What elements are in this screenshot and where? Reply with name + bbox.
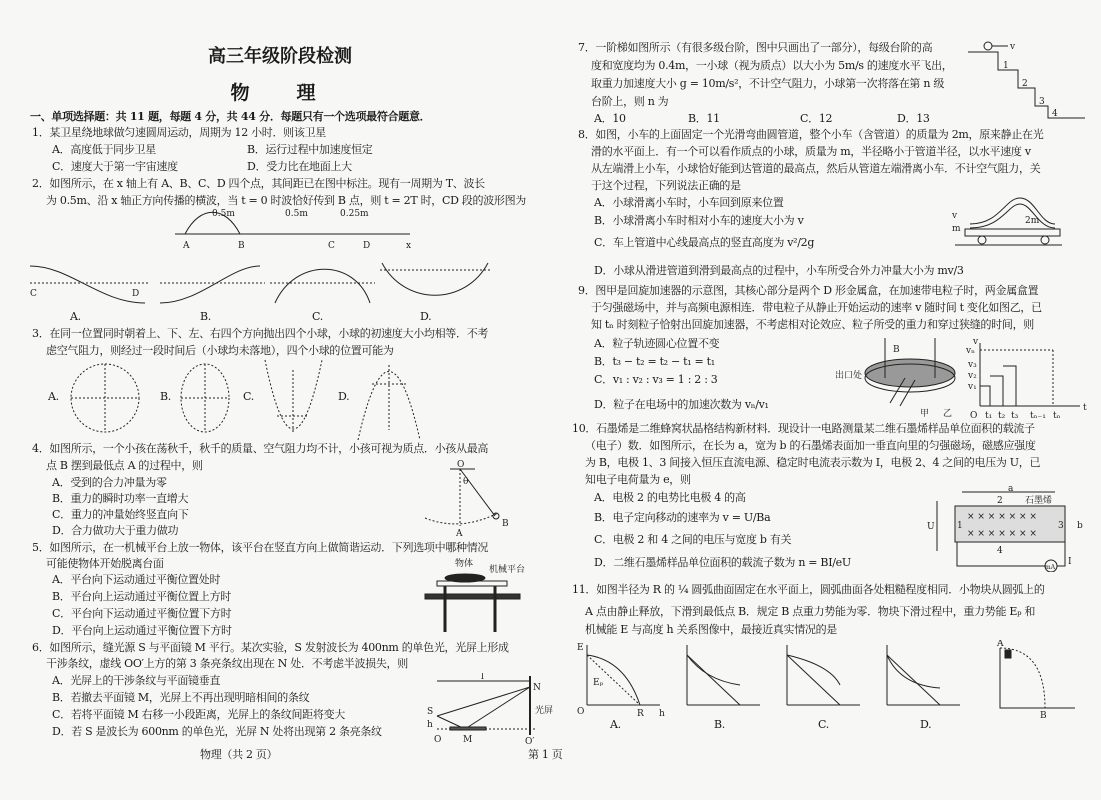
svg-text:mA: mA [1045, 564, 1056, 571]
q3-stem-2: 虑空气阻力，则经过一段时间后（小球均未落地），四个小球的位置可能为 [46, 344, 394, 357]
q4-stem-2: 点 B 摆到最低点 A 的过程中，则 [46, 459, 203, 472]
q6-stem-2: 干涉条纹，虚线 OO′上方的第 3 条亮条纹出现在 N 处．不考虑半波损失，则 [46, 657, 408, 670]
q3-stem-1: 3．在同一位置同时朝着上、下、左、右四个方向抛出四个小球，小球的初速度大小均相等．不考 [32, 327, 489, 340]
q7-option-d: D．13 [897, 112, 930, 125]
svg-text:机械平台: 机械平台 [489, 565, 526, 575]
q5-stem-1: 5．如图所示，在一机械平台上放一物体，该平台在竖直方向上做简谐运动．下列选项中哪种情况 [32, 541, 489, 554]
q4-swing-figure [410, 460, 520, 538]
q9-cyclotron-figures [835, 338, 1097, 422]
q7-option-a: A．10 [594, 112, 626, 125]
q8-stem-2: 滑的水平面上．有一个可以看作质点的小球，质量为 m，半径略小于管道半径，以水平速度 v [591, 145, 1031, 158]
q4-option-b: B．重力的瞬时功率一直增大 [52, 492, 189, 505]
svg-text:2m: 2m [1025, 216, 1040, 226]
svg-text:I: I [1068, 557, 1072, 567]
svg-text:C: C [30, 289, 37, 299]
q3-figures [60, 358, 440, 440]
svg-text:1: 1 [957, 521, 963, 531]
q2-option-c: C. [312, 310, 323, 323]
q10-option-d: D．二维石墨烯样品单位面积的载流子数为 n = BI/eU [594, 556, 851, 569]
svg-text:0.25m: 0.25m [340, 209, 369, 219]
svg-text:D: D [132, 289, 140, 299]
q8-option-d: D．小球从滑进管道到滑到最高点的过程中，小车所受合外力冲量大小为 mv/3 [594, 264, 964, 277]
q5-option-a: A．平台向下运动通过平衡位置处时 [52, 573, 221, 586]
q11-option-b: B. [714, 718, 725, 731]
svg-text:tₙ: tₙ [1053, 411, 1061, 421]
q10-graphene-circuit [925, 486, 1095, 572]
q1-stem: 1．某卫星绕地球做匀速圆周运动，周期为 12 小时．则该卫星 [32, 126, 326, 139]
q9-option-c: C．v₁ : v₂ : v₃ = 1 : 2 : 3 [594, 373, 718, 386]
svg-text:S: S [427, 707, 434, 717]
footer-subject: 物理（共 2 页） [200, 748, 278, 761]
q7-stem-1: 7．一阶梯如图所示（有很多级台阶，图中只画出了一部分），每级台阶的高 [578, 41, 933, 54]
q5-platform-figure [415, 558, 530, 636]
q6-option-b: B．若撤去平面镜 M，光屏上不再出现明暗相间的条纹 [52, 691, 310, 704]
q1-option-b: B．运行过程中加速度恒定 [247, 143, 373, 156]
q3-option-d: D. [338, 390, 350, 403]
q2-stem-1: 2．如图所示，在 x 轴上有 A、B、C、D 四个点，其间距已在图中标注。现有一周期为 T、波长 [32, 177, 485, 190]
q5-stem-2: 可能使物体开始脱离台面 [46, 557, 164, 570]
q7-stem-3: 取重力加速度大小 g = 10m/s²，不计空气阻力，小球第一次将落在第 n 级 [591, 77, 945, 90]
q5-option-c: C．平台向下运动通过平衡位置下方时 [52, 607, 232, 620]
svg-text:t: t [1083, 403, 1087, 413]
svg-text:O: O [970, 411, 978, 421]
q1-option-d: D．受力比在地面上大 [247, 160, 352, 173]
q7-stairs-figure [960, 38, 1090, 123]
q6-option-a: A．光屏上的干涉条纹与平面镜垂直 [52, 674, 221, 687]
q11-energy-graphs [575, 640, 1095, 720]
q10-option-c: C．电极 2 和 4 之间的电压与宽度 b 有关 [594, 533, 792, 546]
svg-text:v₃: v₃ [968, 360, 977, 370]
q10-stem-4: 知电子电荷量为 e，则 [585, 473, 691, 486]
q3-option-b: B. [160, 390, 171, 403]
svg-text:4: 4 [1052, 109, 1058, 119]
svg-text:C: C [328, 241, 335, 251]
q11-stem-2: A 点由静止释放，下滑到最低点 B．规定 B 点重力势能为零．物块下滑过程中，重力势能 Eₚ 和 [585, 605, 1036, 618]
q2-option-d: D. [420, 310, 432, 323]
svg-text:O′: O′ [525, 737, 535, 745]
svg-text:h: h [659, 709, 665, 719]
q2-option-b: B. [200, 310, 211, 323]
svg-text:O: O [577, 707, 585, 717]
q8-stem-1: 8．如图，小车的上面固定一个光滑弯曲圆管道，整个小车（含管道）的质量为 2m，原来静止在光 [578, 128, 1044, 141]
svg-text:光屏: 光屏 [535, 706, 554, 716]
q2-wave-figure [170, 207, 430, 252]
q5-option-b: B．平台向上运动通过平衡位置上方时 [52, 590, 231, 603]
svg-text:0.5m: 0.5m [212, 209, 235, 219]
q4-option-a: A．受到的合力冲量为零 [52, 476, 167, 489]
svg-text:t₂: t₂ [998, 411, 1006, 421]
q11-stem-3: 机械能 E 与高度 h 关系图像中，最接近真实情况的是 [585, 623, 837, 636]
svg-text:B: B [238, 241, 245, 251]
svg-text:R: R [637, 709, 644, 719]
q11-stem-1: 11．如图半径为 R 的 ¼ 圆弧曲面固定在水平面上，圆弧曲面各处粗糙程度相同．小物块从圆弧上的 [572, 583, 1045, 596]
q7-stem-4: 台阶上，则 n 为 [591, 95, 669, 108]
q8-stem-4: 于这个过程，下列说法正确的是 [591, 179, 741, 192]
svg-text:出口处: 出口处 [835, 371, 863, 381]
q7-stem-2: 度和宽度均为 0.4m，一小球（视为质点）以大小为 5m/s 的速度水平飞出， [591, 59, 953, 72]
q8-cart-figure [950, 194, 1065, 249]
svg-text:3: 3 [1058, 521, 1064, 531]
svg-text:θ: θ [463, 477, 469, 487]
svg-text:N: N [533, 683, 541, 693]
svg-text:x: x [406, 241, 412, 251]
svg-text:b: b [1077, 521, 1083, 531]
footer-page-number: 第 1 页 [528, 748, 563, 761]
svg-text:E: E [577, 643, 584, 653]
svg-text:0.5m: 0.5m [285, 209, 308, 219]
svg-text:m: m [952, 224, 961, 234]
q6-option-c: C．若将平面镜 M 右移一小段距离，光屏上的条纹间距将变大 [52, 708, 345, 721]
q6-stem-1: 6．如图所示，缝光源 S 与平面镜 M 平行。某次实验，S 发射波长为 400nm 的单色光，光屏上形成 [32, 641, 509, 654]
svg-text:× × × × × × ×: × × × × × × × [967, 512, 1037, 522]
svg-text:A: A [997, 640, 1004, 649]
q9-stem-3: 知 tₙ 时刻粒子恰射出回旋加速器，不考虑相对论效应、粒子所受的重力和穿过狭缝的时间，则 [591, 318, 1034, 331]
q7-option-c: C．12 [800, 112, 833, 125]
q9-option-d: D．粒子在电场中的加速次数为 vₙ/v₁ [594, 398, 769, 411]
svg-text:3: 3 [1039, 97, 1045, 107]
svg-text:t₃: t₃ [1011, 411, 1019, 421]
q2-stem-2: 为 0.5m、沿 x 轴正方向传播的横波，当 t = 0 时波恰好传到 B 点，则 t = 2T 时，CD 段的波形图为 [46, 194, 527, 207]
svg-text:乙: 乙 [943, 409, 953, 419]
svg-text:a: a [1008, 486, 1014, 494]
svg-text:A: A [183, 241, 190, 251]
q4-stem-1: 4．如图所示，一个小孩在荡秋千，秋千的质量、空气阻力均不计，小孩可视为质点．小孩从最高 [32, 442, 489, 455]
q6-mirror-figure [425, 673, 560, 745]
q8-stem-3: 从左端滑上小车，小球恰好能到达管道的最高点，然后从管道左端滑离小车．不计空气阻力，关 [591, 162, 1041, 175]
q10-option-a: A．电极 2 的电势比电极 4 的高 [594, 491, 746, 504]
q2-option-figures [20, 258, 490, 308]
svg-text:2: 2 [1022, 79, 1028, 89]
q9-option-b: B．t₃ − t₂ = t₂ − t₁ = t₁ [594, 355, 715, 368]
q5-option-d: D．平台向上运动通过平衡位置下方时 [52, 624, 232, 637]
q10-stem-3: 为 B，电极 1、3 间接入恒压直流电源、稳定时电流表示数为 I，电极 2、4 之间的电压为 U，已 [585, 456, 1041, 469]
q11-option-c: C. [818, 718, 829, 731]
svg-text:A: A [456, 529, 463, 538]
q1-option-c: C．速度大于第一宇宙速度 [52, 160, 178, 173]
exam-title: 高三年级阶段检测 [208, 46, 352, 67]
q2-option-a: A. [70, 310, 81, 323]
q9-stem-2: 于匀强磁场中，并与高频电源相连．带电粒子从静止开始运动的速率 v 随时间 t 变化如图乙，已 [591, 301, 1042, 314]
q4-option-d: D．合力做功大于重力做功 [52, 524, 179, 537]
svg-text:v: v [952, 211, 958, 221]
q8-option-c: C．车上管道中心线最高点的竖直高度为 v²/2g [594, 236, 815, 249]
svg-text:4: 4 [997, 546, 1003, 556]
q9-option-a: A．粒子轨迹圆心位置不变 [594, 337, 720, 350]
svg-text:石墨烯: 石墨烯 [1025, 496, 1053, 506]
q6-option-d: D．若 S 是波长为 600nm 的单色光，光屏 N 处将出现第 2 条亮条纹 [52, 725, 382, 738]
svg-text:v: v [973, 338, 979, 347]
svg-text:B: B [502, 519, 509, 529]
q7-option-b: B．11 [688, 112, 720, 125]
section-heading: 一、单项选择题：共 11 题，每题 4 分，共 44 分．每题只有一个选项最符合题意． [30, 110, 431, 123]
q1-option-a: A．高度低于同步卫星 [52, 143, 156, 156]
svg-text:v₂: v₂ [968, 371, 977, 381]
svg-text:t₁: t₁ [985, 411, 993, 421]
svg-text:× × × × × × ×: × × × × × × × [967, 529, 1037, 539]
svg-text:M: M [463, 735, 473, 745]
q10-option-b: B．电子定向移动的速率为 v = U/Ba [594, 511, 771, 524]
q8-option-b: B．小球滑离小车时相对小车的速度大小为 v [594, 214, 804, 227]
svg-text:v: v [1010, 42, 1016, 52]
q3-option-c: C. [243, 390, 254, 403]
svg-text:O: O [434, 735, 442, 745]
q10-stem-1: 10．石墨烯是二维蜂窝状晶格结构新材料．现设计一电路测量某二维石墨烯样品单位面积的载流子 [572, 422, 1035, 435]
svg-text:甲: 甲 [920, 409, 930, 419]
svg-text:B: B [1040, 711, 1047, 720]
q3-option-a: A. [48, 390, 59, 403]
svg-text:h: h [427, 720, 433, 730]
subject-title: 物 理 [230, 82, 330, 104]
svg-text:v₁: v₁ [968, 382, 977, 392]
svg-text:l: l [481, 673, 484, 682]
svg-text:1: 1 [1003, 61, 1009, 71]
q11-option-d: D. [920, 718, 932, 731]
svg-text:U: U [927, 522, 935, 532]
q8-option-a: A．小球滑离小车时，小车回到原来位置 [594, 196, 784, 209]
svg-text:O: O [457, 460, 465, 470]
svg-text:tₙ₋₁: tₙ₋₁ [1030, 411, 1046, 421]
q11-option-a: A. [610, 718, 621, 731]
svg-text:2: 2 [997, 496, 1003, 506]
svg-text:vₙ: vₙ [966, 346, 975, 356]
q10-stem-2: （电子）数．如图所示，在长为 a，宽为 b 的石墨烯表面加一垂直向里的匀强磁场，磁感应强度 [585, 439, 1036, 452]
q4-option-c: C．重力的冲量始终竖直向下 [52, 508, 189, 521]
svg-text:物体: 物体 [455, 559, 474, 569]
q9-stem-1: 9．图甲是回旋加速器的示意图，其核心部分是两个 D 形金属盒，在加速带电粒子时，两金属盒置 [578, 284, 1039, 297]
svg-text:B: B [893, 345, 900, 355]
svg-text:D: D [363, 241, 371, 251]
svg-text:Eₚ: Eₚ [593, 678, 604, 688]
